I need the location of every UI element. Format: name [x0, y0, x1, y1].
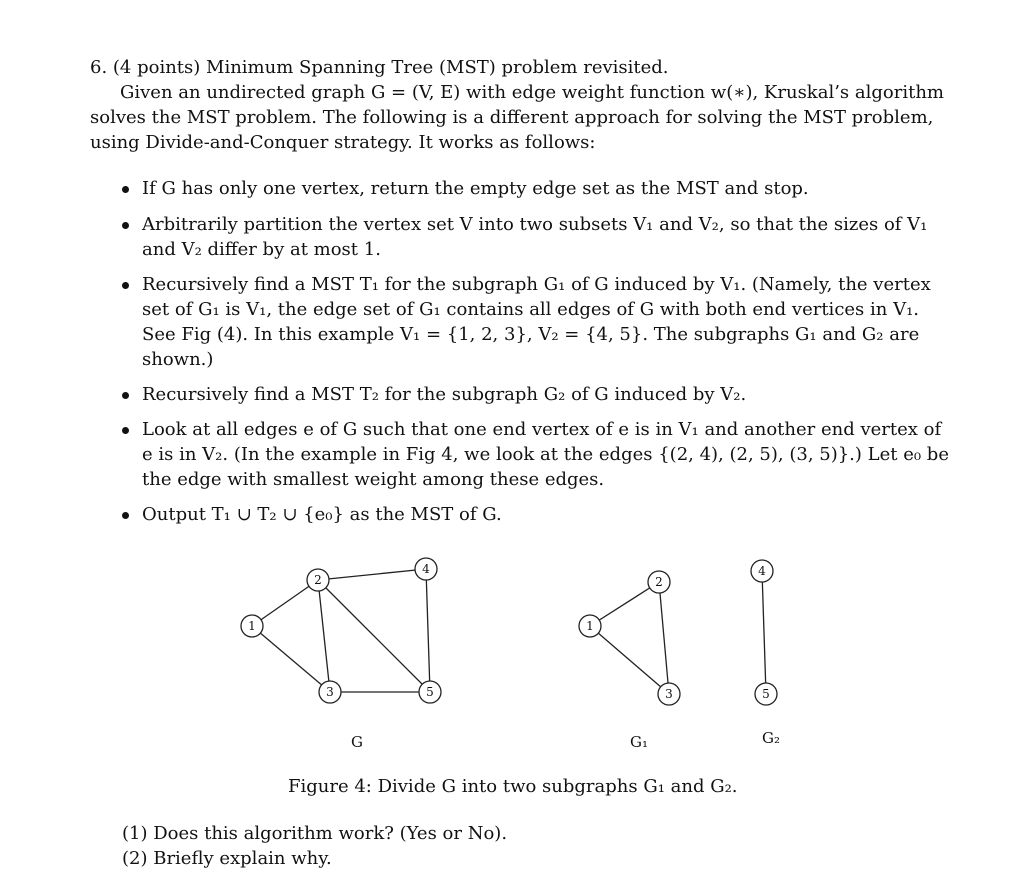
bullet-2-line-2: and V₂ differ by at most 1. — [142, 239, 381, 260]
bullet-5-line-3: the edge with smallest weight among these edges. — [142, 469, 605, 490]
edge-g1-1-3 — [590, 626, 669, 694]
bullet-4-line-1: Recursively find a MST T₂ for the subgraph G₂ of G induced by V₂. — [142, 384, 747, 405]
vertex-label: 3 — [326, 685, 334, 699]
intro-line-2: solves the MST problem. The following is a different approach for solving the MST problem, — [90, 107, 934, 128]
edge-g-4-5 — [426, 569, 430, 692]
bullet-1-line-1: If G has only one vertex, return the empty edge set as the MST and stop. — [142, 178, 809, 199]
question-2: (2) Briefly explain why. — [122, 848, 332, 869]
graph-label-g: G — [351, 733, 363, 751]
vertex-label: 4 — [422, 562, 430, 576]
bullet-5-line-1: Look at all edges e of G such that one end vertex of e is in V₁ and another end vertex of — [142, 419, 942, 440]
edge-g2-4-5 — [762, 571, 766, 694]
graph-label-g1: G₁ — [630, 733, 648, 751]
vertex-label: 5 — [762, 687, 770, 701]
bullet-3-line-2: set of G₁ is V₁, the edge set of G₁ contains all edges of G with both end vertices in V₁. — [142, 299, 920, 320]
edge-g-2-4 — [318, 569, 426, 580]
edge-g-2-5 — [318, 580, 430, 692]
vertex-label: 2 — [314, 573, 322, 587]
edge-g1-1-2 — [590, 582, 659, 626]
edge-g-1-3 — [252, 626, 330, 692]
vertex-label: 1 — [248, 619, 256, 633]
vertex-label: 1 — [586, 619, 594, 633]
vertex-label: 5 — [426, 685, 434, 699]
intro-line-1: Given an undirected graph G = (V, E) with edge weight function w(∗), Kruskal’s algorithm — [120, 82, 944, 103]
bullet-3-line-4: shown.) — [142, 349, 214, 370]
bullet-5-line-2: e is in V₂. (In the example in Fig 4, we look at the edges {(2, 4), (2, 5), (3, 5)}.) Let e₀ be — [142, 444, 949, 465]
vertex-label: 2 — [655, 575, 663, 589]
graph-label-g2: G₂ — [762, 729, 780, 747]
figure-caption: Figure 4: Divide G into two subgraphs G₁ and G₂. — [288, 776, 738, 797]
bullet-3-line-1: Recursively find a MST T₁ for the subgraph G₁ of G induced by V₁. (Namely, the vertex — [142, 274, 931, 295]
bullet-6-line-1: Output T₁ ∪ T₂ ∪ {e₀} as the MST of G. — [142, 504, 502, 525]
edge-g-2-3 — [318, 580, 330, 692]
edge-g1-2-3 — [659, 582, 669, 694]
intro-line-3: using Divide-and-Conquer strategy. It works as follows: — [90, 132, 596, 153]
question-1: (1) Does this algorithm work? (Yes or No). — [122, 823, 508, 844]
vertex-label: 3 — [665, 687, 673, 701]
bullet-3-line-3: See Fig (4). In this example V₁ = {1, 2, 3}, V₂ = {4, 5}. The subgraphs G₁ and G₂ are — [142, 324, 920, 345]
edge-g-1-2 — [252, 580, 318, 626]
vertex-label: 4 — [758, 564, 766, 578]
problem-header: 6. (4 points) Minimum Spanning Tree (MST) problem revisited. — [90, 57, 669, 78]
bullet-2-line-1: Arbitrarily partition the vertex set V into two subsets V₁ and V₂, so that the sizes of V₁ — [142, 214, 928, 235]
